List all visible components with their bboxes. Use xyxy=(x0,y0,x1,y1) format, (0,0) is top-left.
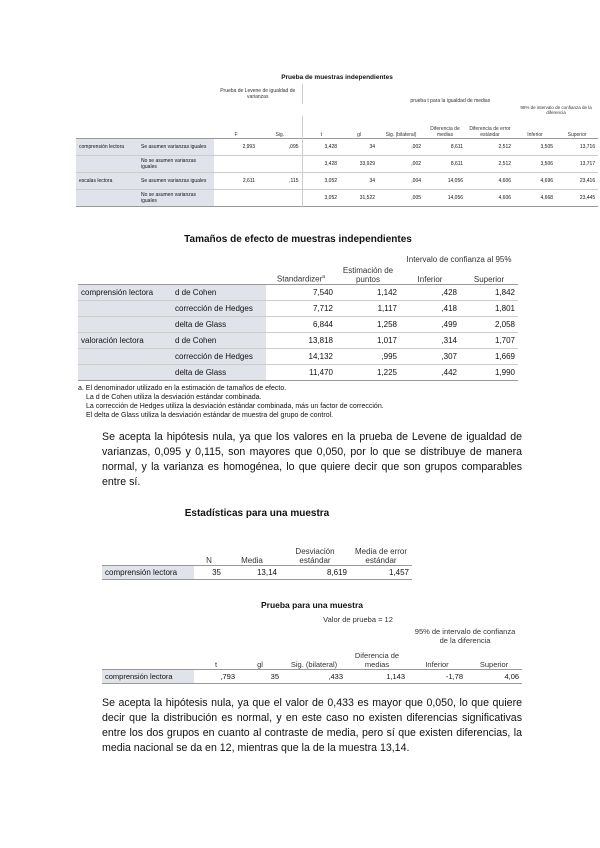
cell: 4,606 xyxy=(498,194,512,201)
col-header: t xyxy=(320,131,322,138)
cell: 4,696 xyxy=(540,177,554,184)
cell: 1,117 xyxy=(377,304,397,313)
table-row xyxy=(78,349,518,365)
diff-header: Diferencia de medias xyxy=(354,650,400,669)
cell: 4,06 xyxy=(504,671,520,681)
row-variable xyxy=(78,365,172,381)
cell xyxy=(258,155,302,172)
cell: 3,052 xyxy=(324,177,338,184)
row-measure: corrección de Hedges xyxy=(172,349,266,365)
cell: 23,445 xyxy=(579,194,596,201)
t-header: t xyxy=(214,659,218,669)
cell: ,314 xyxy=(441,336,457,345)
row-variable: comprensión lectora xyxy=(102,669,194,683)
row-variable xyxy=(78,349,172,365)
gl-header: gl xyxy=(257,659,263,669)
col-header: Superior xyxy=(567,131,587,138)
cell: 35 xyxy=(270,671,279,681)
cell: 1,669 xyxy=(494,352,515,361)
table-row xyxy=(102,565,412,579)
cell: 1,142 xyxy=(376,288,397,297)
cell: 3,428 xyxy=(324,160,338,167)
footnote: El delta de Glass utiliza la desviación estándar de muestra del grupo de control. xyxy=(86,412,334,419)
cell: ,002 xyxy=(411,143,422,150)
cell: ,418 xyxy=(441,304,457,313)
row-variable: comprensión lectora xyxy=(78,285,172,301)
cell: ,005 xyxy=(411,194,422,201)
cell: 34 xyxy=(369,143,376,150)
cell: 33,929 xyxy=(359,160,376,167)
cell: 3,428 xyxy=(324,143,338,150)
row-variable xyxy=(76,155,138,172)
cell: 8,611 xyxy=(450,143,464,150)
cell: 2,512 xyxy=(498,143,512,150)
cell: 8,611 xyxy=(450,160,464,167)
cell: 13,716 xyxy=(579,143,596,150)
levene-header: Prueba de Levene de igualdad de varianzas xyxy=(214,84,302,104)
cell: ,442 xyxy=(441,368,457,377)
footnote: La corrección de Hedges utiliza la desviación estándar combinada, más un factor de corrección. xyxy=(86,403,384,410)
cell: 11,470 xyxy=(309,368,333,377)
cell: 3,052 xyxy=(324,194,338,201)
cell: 3,505 xyxy=(540,143,554,150)
sig-header: Sig. (bilateral) xyxy=(290,659,338,669)
test-value-header: Valor de prueba = 12 xyxy=(323,615,393,624)
row-assumption: Se asumen varianzas iguales xyxy=(138,138,214,155)
cell: 1,225 xyxy=(376,368,397,377)
row-measure: corrección de Hedges xyxy=(172,301,266,317)
cell: ,433 xyxy=(328,671,343,681)
cell: 2,058 xyxy=(494,320,515,329)
table-row xyxy=(78,301,518,317)
cell: 13,14 xyxy=(256,567,277,577)
paragraph-one-sample: Se acepta la hipótesis nula, ya que el valor de 0,433 es mayor que 0,050, lo que quiere decir que la distribución es normal, y en este caso no existen diferencias significativas entre los dos grupos en cuanto al contraste de media, pero sí que existen diferencias, la media nacional se da en 12, mientras que la de la muestra 13,14. xyxy=(102,697,522,754)
cell: 8,619 xyxy=(326,567,347,577)
cell: 31,522 xyxy=(359,194,376,201)
cell: ,004 xyxy=(411,177,422,184)
cell xyxy=(214,155,258,172)
cell: 1,990 xyxy=(494,368,515,377)
paragraph-levene: Se acepta la hipótesis nula, ya que los valores en la prueba de Levene de igualdad de varianzas, 0,095 y 0,115, son mayores que 0,050, por lo que se distribuye de manera normal, y la varianza es homogénea, lo que quiere decir que son grupos comparables entre sí. xyxy=(102,431,522,488)
cell: 1,457 xyxy=(388,567,409,577)
lower-header: Inferior xyxy=(417,275,443,284)
cell xyxy=(214,189,258,206)
cell: 7,540 xyxy=(312,288,333,297)
one-sample-statistics xyxy=(102,508,412,580)
row-variable: comprensión lectora xyxy=(102,565,194,579)
col-header: Sig. (bilateral) xyxy=(385,131,417,138)
cell: 2,512 xyxy=(498,160,512,167)
cell: 14,132 xyxy=(308,352,333,361)
row-assumption: No se asumen varianzas iguales xyxy=(138,189,214,206)
cell: 3,506 xyxy=(540,160,554,167)
cell: 23,416 xyxy=(579,177,596,184)
upper-header: Superior xyxy=(473,275,505,284)
row-variable xyxy=(78,301,172,317)
row-variable: escalas lectora xyxy=(76,172,138,189)
media-header: Media xyxy=(241,555,263,565)
table-title: Estadísticas para una muestra xyxy=(184,508,330,519)
cell: 35 xyxy=(212,567,221,577)
cell: ,995 xyxy=(381,352,397,361)
cell: 4,668 xyxy=(540,194,554,201)
table-title: Prueba para una muestra xyxy=(260,600,364,610)
cell: ,793 xyxy=(220,671,235,681)
row-assumption: No se asumen varianzas iguales xyxy=(138,155,214,172)
row-variable: valoración lectora xyxy=(78,333,172,349)
ci-header: 95% de intervalo de confianza de la diferencia xyxy=(520,105,592,115)
table-row xyxy=(78,317,518,333)
ci-header: Intervalo de confianza al 95% xyxy=(406,254,512,264)
cell: 1,258 xyxy=(376,320,397,329)
table-row xyxy=(78,285,518,301)
row-assumption: Se asumen varianzas iguales xyxy=(138,172,214,189)
cell: -1,78 xyxy=(445,671,463,681)
cell: 13,818 xyxy=(308,336,333,345)
footnote: La d de Cohen utiliza la desviación estándar combinada. xyxy=(86,394,262,401)
row-variable xyxy=(76,189,138,206)
se-header: Media de error estándar xyxy=(354,546,408,565)
cell: ,095 xyxy=(258,138,302,155)
upper-header: Superior xyxy=(479,659,509,669)
cell: 4,606 xyxy=(498,177,512,184)
table-row xyxy=(76,155,598,172)
col-header: F xyxy=(234,131,238,138)
table-title: Tamaños de efecto de muestras independientes xyxy=(184,234,412,245)
cell: 2,993 xyxy=(242,143,255,150)
ttest-header: prueba t para la igualdad de medias xyxy=(410,98,491,104)
cell: ,115 xyxy=(258,172,302,189)
one-sample-test xyxy=(102,600,522,684)
table-title: Prueba de muestras independientes xyxy=(281,74,393,81)
cell: ,428 xyxy=(441,288,457,297)
cell xyxy=(258,189,302,206)
sd-header: Desviación estándar xyxy=(295,546,335,565)
row-measure: d de Cohen xyxy=(172,333,266,349)
row-measure: delta de Glass xyxy=(172,365,266,381)
cell: 7,712 xyxy=(312,304,333,313)
cell: 14,056 xyxy=(447,194,464,201)
ci-header: 95% de intervalo de confianza de la diferencia xyxy=(414,627,516,645)
cell: ,307 xyxy=(441,352,457,361)
row-measure: delta de Glass xyxy=(172,317,266,333)
col-header: Diferencia de error estándar xyxy=(469,125,511,138)
col-header: Inferior xyxy=(527,131,543,138)
table-row xyxy=(102,669,522,683)
table-row xyxy=(78,333,518,349)
table-footnotes xyxy=(78,384,518,420)
cell: 1,143 xyxy=(386,671,405,681)
standardizer-header: Standardizer$^a$ xyxy=(276,274,326,284)
cell: 1,842 xyxy=(494,288,515,297)
cell: 6,844 xyxy=(312,320,333,329)
row-variable: comprensión lectora xyxy=(76,138,138,155)
lower-header: Inferior xyxy=(425,659,449,669)
cell: 14,056 xyxy=(447,177,464,184)
cell: ,499 xyxy=(441,320,457,329)
table-row xyxy=(76,189,598,206)
cell: 34 xyxy=(369,177,376,184)
cell: 13,717 xyxy=(579,160,596,167)
estimate-header: Estimación de puntos xyxy=(342,266,394,284)
cell: 1,707 xyxy=(494,336,515,345)
col-header: gl xyxy=(357,131,361,138)
cell: 1,017 xyxy=(376,336,397,345)
independent-samples-test xyxy=(76,74,598,207)
n-header: N xyxy=(206,555,212,565)
col-header: Sig. xyxy=(258,116,302,138)
row-variable xyxy=(78,317,172,333)
table-row xyxy=(78,365,518,381)
cell: 2,611 xyxy=(242,177,255,184)
row-measure: d de Cohen xyxy=(172,285,266,301)
table-row xyxy=(76,138,598,155)
table-row xyxy=(76,172,598,189)
effect-size-table xyxy=(78,234,518,420)
cell: ,002 xyxy=(411,160,422,167)
col-header: Diferencia de medias xyxy=(430,125,460,138)
cell: 1,801 xyxy=(494,304,515,313)
footnote: a. El denominador utilizado en la estimación de tamaños de efecto. xyxy=(78,385,287,392)
